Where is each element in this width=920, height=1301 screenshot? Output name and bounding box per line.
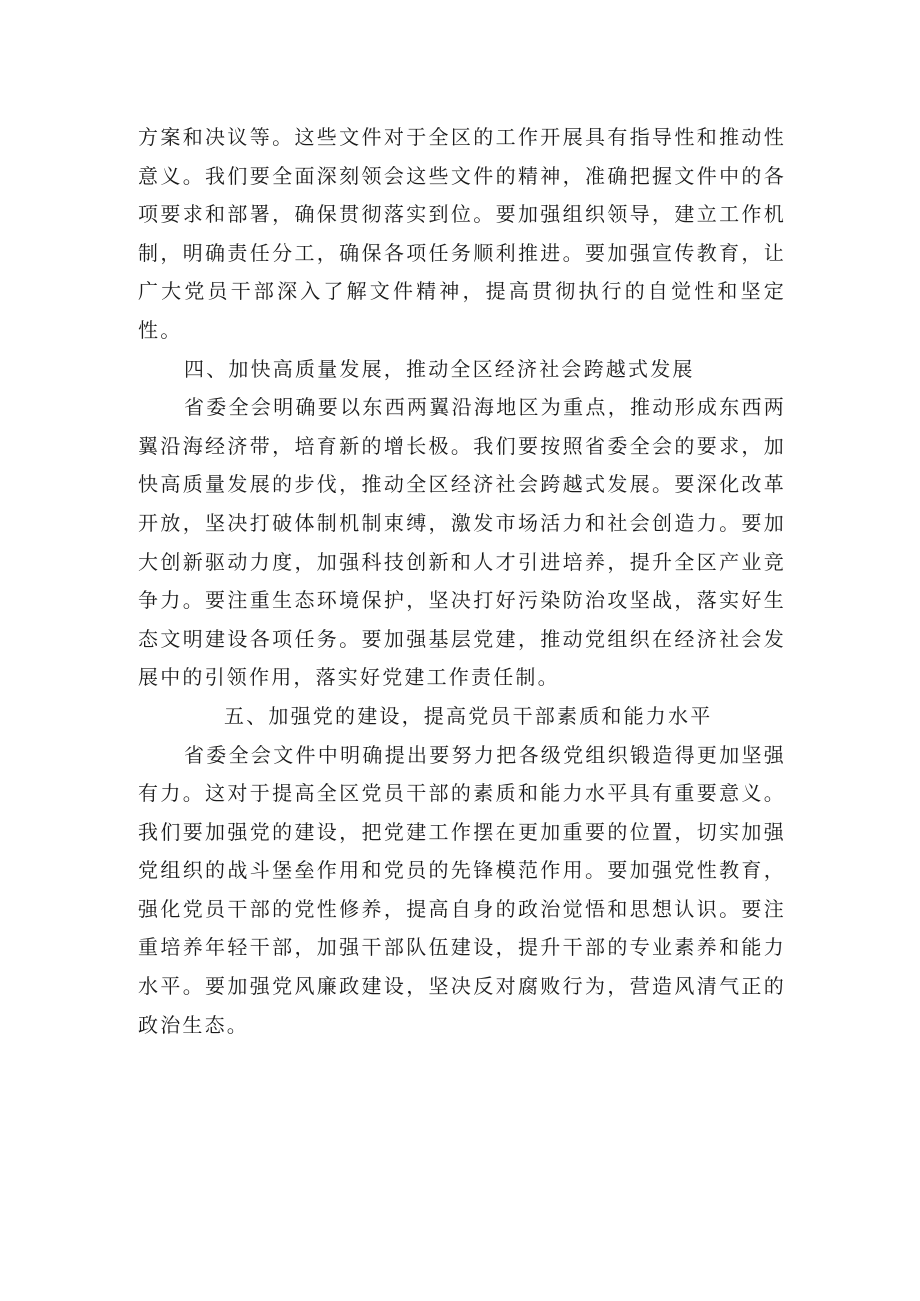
section-heading-four: 四、加快高质量发展，推动全区经济社会跨越式发展 <box>184 356 695 381</box>
paragraph-section-four: 省委全会明确要以东西两翼沿海地区为重点，推动形成东西两翼沿海经济带，培育新的增长极。我们要按照省委全会的要求，加快高质量发展的步伐，推动全区经济社会跨越式发展。要深化改革开放，坚决打破体制机制束缚，激发市场活力和社会创造力。要加大创新驱动力度，加强科技创新和人才引进培养，提升全区产业竞争力。要注重生态环境保护，坚决打好污染防治攻坚战，落实好生态文明建设各项任务。要加强基层党建，推动党组织在经济社会发展中的引领作用，落实好党建工作责任制。 <box>138 395 786 690</box>
document-body <box>138 118 786 1044</box>
paragraph-continued: 方案和决议等。这些文件对于全区的工作开展具有指导性和推动性意义。我们要全面深刻领会这些文件的精神，准确把握文件中的各项要求和部署，确保贯彻落实到位。要加强组织领导，建立工作机制，明确责任分工，确保各项任务顺利推进。要加强宣传教育，让广大党员干部深入了解文件精神，提高贯彻执行的自觉性和坚定性。 <box>138 125 786 342</box>
paragraph-section-five: 省委全会文件中明确提出要努力把各级党组织锻造得更加坚强有力。这对于提高全区党员干部的素质和能力水平具有重要意义。我们要加强党的建设，把党建工作摆在更加重要的位置，切实加强党组织的战斗堡垒作用和党员的先锋模范作用。要加强党性教育，强化党员干部的党性修养，提高自身的政治觉悟和思想认识。要注重培养年轻干部，加强干部队伍建设，提升干部的专业素养和能力水平。要加强党风廉政建设，坚决反对腐败行为，营造风清气正的政治生态。 <box>138 742 786 1037</box>
section-heading-five: 五、加强党的建设，提高党员干部素质和能力水平 <box>224 703 713 728</box>
